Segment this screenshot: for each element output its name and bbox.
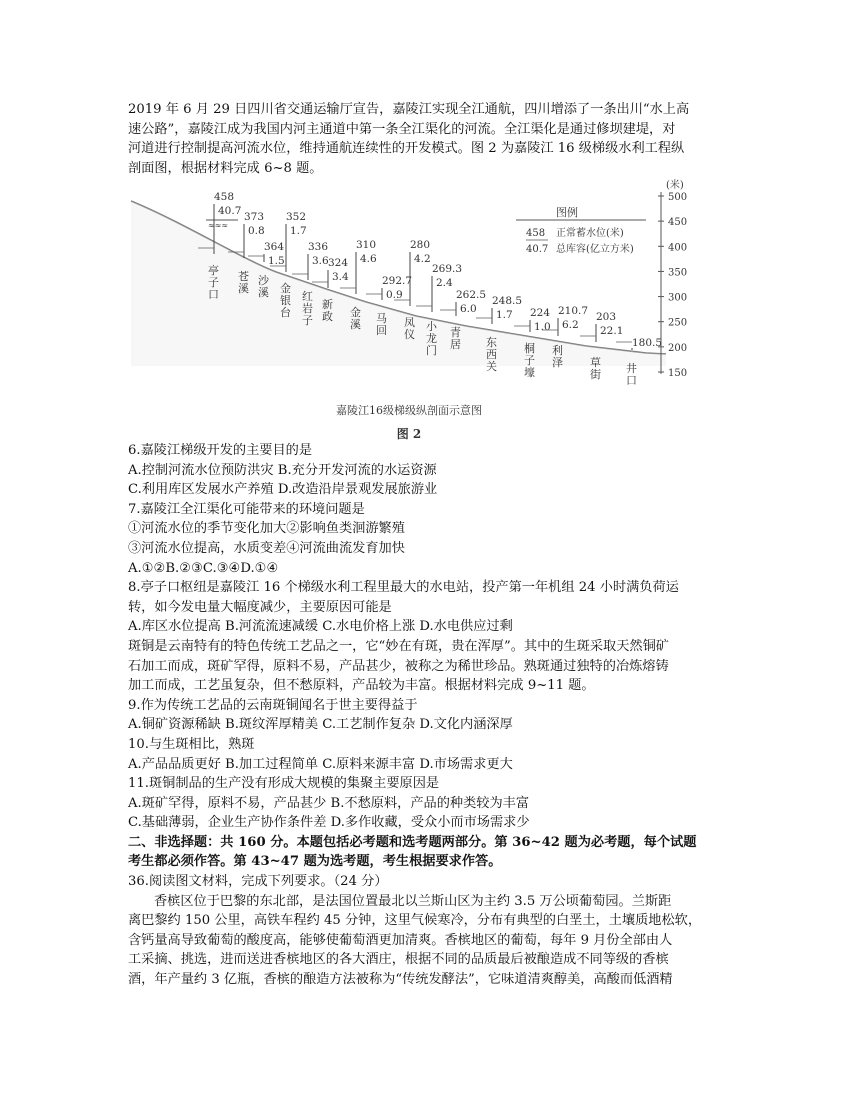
station-name-char: 桐	[524, 342, 535, 355]
axis-tick-label: 400	[668, 242, 688, 254]
station-name-char: 凤	[404, 316, 415, 329]
station-name-char: 银	[280, 294, 291, 307]
station-name-char: 子	[524, 354, 535, 367]
axis-tick-label: 350	[668, 267, 688, 279]
station-capacity: 6.2	[562, 319, 579, 331]
intro-passage	[128, 100, 742, 178]
station-level: 262.5	[456, 289, 487, 301]
station-name-char: 新	[322, 298, 333, 311]
station-name-char: 溪	[258, 286, 269, 299]
station-level: 364	[264, 241, 285, 253]
station-capacity: 0.9	[386, 289, 403, 301]
passage2-line: 石加工而成，斑矿罕得，原料不易，产品甚少，被称之为稀世珍品。熟斑通过独特的冶炼熔铸	[128, 658, 669, 674]
q8-options: A.库区水位提高 B.河流流速减缓 C.水电价格上涨 D.水电供应过剩	[128, 619, 513, 635]
passage2-line: 加工而成，工艺虽复杂，但不愁原料，产品较为丰富。根据材料完成 9~11 题。	[128, 678, 595, 694]
section2-heading: 考生都必须作答。第 43~47 题为选考题，考生根据要求作答。	[128, 854, 502, 870]
station-name-char: 子	[208, 276, 219, 289]
station-level: 224	[530, 307, 551, 319]
station-name-char: 子	[302, 314, 313, 327]
station-name-char: 泽	[552, 356, 563, 369]
legend-title: 图例	[556, 206, 578, 219]
station-name-char: 苍	[238, 270, 249, 283]
station-level: 180.5	[632, 337, 663, 349]
station-level: 352	[286, 211, 307, 223]
q9-stem: 9.作为传统工艺品的云南斑铜闻名于世主要得益于	[128, 697, 418, 713]
profile-diagram	[126, 176, 692, 444]
station-capacity: 0.8	[248, 225, 265, 237]
q7-options: A.①②B.②③C.③④D.①④	[128, 560, 279, 576]
station-capacity: 1.0	[534, 321, 551, 333]
q7-items: ③河流水位提高，水质变差④河流曲流发育加快	[128, 540, 405, 556]
axis-unit: (米)	[666, 180, 684, 191]
q36-line: 含钙量高导致葡萄的酸度高，能够使葡萄酒更加清爽。香槟地区的葡萄，每年 9 月份全部由人	[128, 932, 673, 948]
station-level: 336	[308, 241, 329, 253]
station-name-char: 门	[426, 344, 437, 357]
q36-line: 酒，年产量约 3 亿瓶，香槟的酿造方法被称为“传统发酵法”，它味道清爽醇美，高酸而低酒精	[128, 972, 673, 988]
station-name-char: 街	[590, 368, 601, 381]
q8-stem: 转，如今发电量大幅度减少，主要原因可能是	[128, 599, 392, 615]
station-capacity: 3.6	[312, 255, 329, 267]
station-level: 210.7	[558, 305, 589, 317]
water-wave-icon: ≈≈≈	[208, 221, 229, 230]
q36-stem: 36.阅读图文材料，完成下列要求。（24 分）	[128, 874, 388, 890]
station-name-char: 关	[486, 360, 497, 373]
station-name-char: 青	[450, 326, 461, 339]
q10-stem: 10.与生斑相比，熟斑	[128, 736, 255, 752]
station-level: 310	[356, 239, 377, 251]
station-name-char: 草	[590, 356, 601, 369]
intro-line: 河道进行控制提高河流水位，维持通航连续性的开发模式。图 2 为嘉陵江 16 级梯级水利工程纵	[128, 141, 685, 157]
station-capacity: 1.5	[268, 255, 285, 267]
station-level: 373	[244, 211, 265, 223]
q36-line: 离巴黎约 150 公里，高铁车程约 45 分钟，这里气候寒冷，分布有典型的白垩土，土壤质地松软，	[128, 913, 702, 929]
station-name-char: 仪	[404, 328, 415, 341]
station-name-char: 溪	[350, 318, 361, 331]
q9-options: A.铜矿资源稀缺 B.斑纹浑厚精美 C.工艺制作复杂 D.文化内涵深厚	[128, 717, 513, 733]
q10-options: A.产品品质更好 B.加工过程简单 C.原料来源丰富 D.市场需求更大	[128, 756, 513, 772]
axis-ticks	[658, 192, 687, 379]
station-capacity: 40.7	[218, 205, 242, 217]
legend-sample-top: 458	[526, 228, 546, 239]
station-name-char: 口	[626, 374, 637, 387]
section2-heading: 二、非选择题：共 160 分。本题包括必考题和选考题两部分。第 36~42 题为必考题，每个试题	[128, 834, 697, 850]
station-capacity: 2.4	[436, 277, 453, 289]
q11-stem: 11.斑铜制品的生产没有形成大规模的集聚主要原因是	[128, 776, 440, 792]
legend-item-top: 正常蓄水位(米)	[556, 228, 624, 239]
legend-item-bottom: 总库容(亿立方米)	[556, 244, 634, 255]
intro-line: 速公路”，嘉陵江成为我国内河主通道中第一条全江渠化的河流。全江渠化是通过修坝建堤，对	[128, 121, 676, 137]
figure-title: 嘉陵江16级梯级纵剖面示意图	[336, 404, 482, 417]
station-name-char: 红	[302, 290, 313, 303]
station-capacity: 4.6	[360, 253, 377, 265]
station-name-char: 龙	[426, 332, 437, 345]
q6-stem: 6.嘉陵江梯级开发的主要目的是	[128, 443, 313, 458]
station-name-char: 回	[376, 324, 387, 337]
q6-options: A.控制河流水位预防洪灾 B.充分开发河流的水运资源	[128, 462, 437, 478]
q7-stem: 7.嘉陵江全江渠化可能带来的环境问题是	[128, 501, 365, 517]
station-name-char: 溪	[238, 282, 249, 295]
station-capacity: 1.7	[496, 309, 513, 321]
station-capacity: 1.7	[290, 225, 307, 237]
station-name-char: 居	[450, 338, 461, 351]
station-name-char: 马	[376, 312, 387, 325]
axis-tick-label: 500	[668, 192, 688, 203]
q36-line: 工采摘、挑选，进而送进香槟地区的各大酒庄，根据不同的品质最后被酿造成不同等级的香槟	[128, 952, 669, 968]
axis-tick-label: 150	[668, 368, 688, 379]
axis-tick-label: 200	[668, 342, 688, 354]
q11-options: C.基础薄弱，企业生产协作条件差 D.多作收藏，受众小而市场需求少	[128, 815, 530, 831]
station-name-char: 岩	[302, 302, 313, 315]
station-level: 203	[596, 311, 617, 323]
station-capacity: 22.1	[600, 325, 624, 337]
legend-sample-bottom: 40.7	[526, 244, 549, 255]
q7-items: ①河流水位的季节变化加大②影响鱼类洄游繁殖	[128, 521, 405, 537]
station-name-char: 小	[426, 320, 437, 333]
station-level: 324	[328, 257, 349, 269]
station-name-char: 口	[208, 288, 219, 301]
station-name-char: 利	[552, 344, 563, 357]
station-name-char: 金	[280, 282, 291, 295]
axis-tick-label: 450	[668, 217, 688, 229]
profile-figure	[126, 176, 692, 444]
q36-line: 香槟区位于巴黎的东北部，是法国位置最北以兰斯山区为主约 3.5 万公顷葡萄园。兰斯距	[154, 893, 672, 909]
station-level: 292.7	[382, 275, 413, 287]
station-name-char: 井	[626, 362, 637, 375]
station-capacity: 4.2	[414, 253, 431, 265]
station-name-char: 东	[486, 336, 497, 349]
intro-line: 2019 年 6 月 29 日四川省交通运输厅宣告，嘉陵江实现全江通航，四川增添了一条出川“水上高	[128, 102, 690, 117]
station-level: 280	[410, 239, 431, 251]
station-name-char: 沙	[258, 274, 269, 287]
station-name-char: 政	[322, 310, 333, 323]
axis-tick-label: 250	[668, 317, 688, 329]
axis-tick-label: 300	[668, 292, 688, 304]
station-level: 458	[214, 191, 235, 203]
station-name-char: 金	[350, 306, 361, 319]
station-name-char: 壕	[524, 366, 535, 379]
station-name-char: 台	[280, 306, 291, 319]
station-name-char: 西	[486, 348, 497, 361]
station-capacity: 3.4	[332, 271, 349, 283]
station-level: 248.5	[492, 295, 523, 307]
q6-options: C.利用库区发展水产养殖 D.改造沿岸景观发展旅游业	[128, 482, 438, 498]
station-name-char: 亭	[208, 264, 219, 277]
intro-line: 剖面图，根据材料完成 6~8 题。	[128, 160, 323, 176]
station-level: 269.3	[432, 263, 463, 275]
q8-stem: 8.亭子口枢纽是嘉陵江 16 个梯级水利工程里最大的水电站，投产第一年机组 24 小时满负荷运	[128, 580, 679, 596]
passage2-line: 斑铜是云南特有的特色传统工艺品之一，它“妙在有斑，贵在浑厚”。其中的生斑采取天然铜矿	[128, 638, 669, 654]
q11-options: A.斑矿罕得，原料不易，产品甚少 B.不愁原料，产品的种类较为丰富	[128, 795, 530, 811]
figure-label: 图 2	[396, 427, 422, 441]
questions-6-8	[128, 441, 742, 990]
station-capacity: 6.0	[460, 303, 477, 315]
